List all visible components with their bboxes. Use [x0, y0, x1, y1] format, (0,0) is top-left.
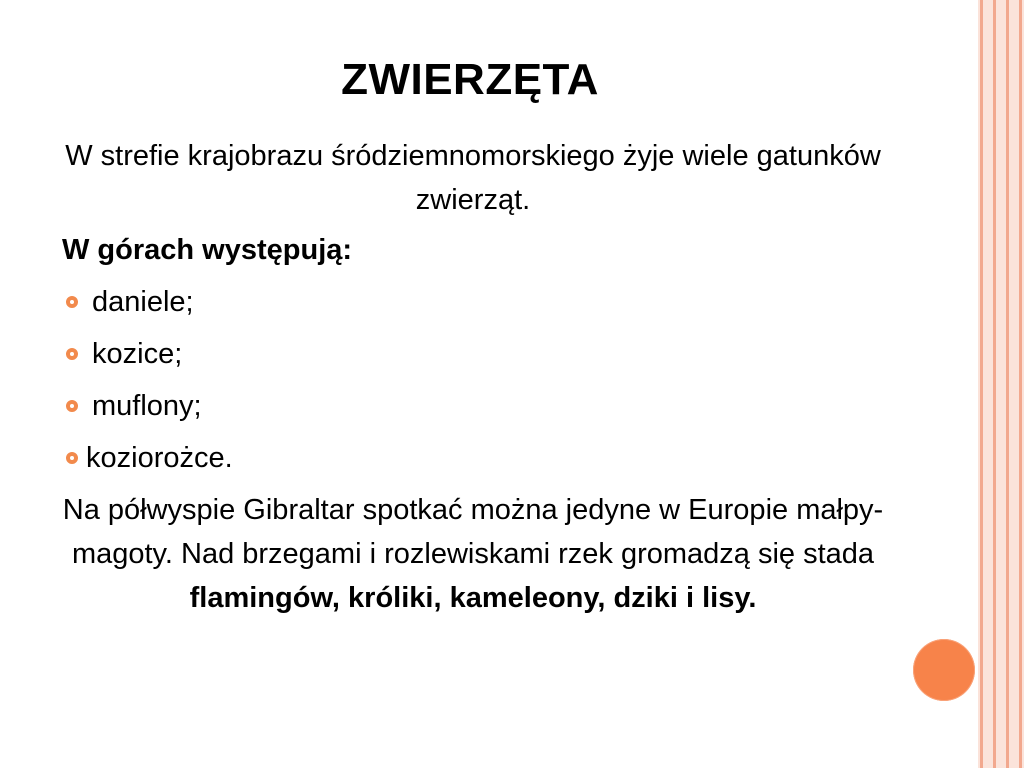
right-stripe-line: [1019, 0, 1022, 768]
list-item: [58, 384, 888, 428]
list-item: [58, 332, 888, 376]
right-stripe-background: [978, 0, 1024, 768]
right-stripe-line: [980, 0, 983, 768]
list-item-text: kozice;: [92, 338, 183, 370]
slide-title: ZWIERZĘTA: [341, 55, 599, 104]
mountain-animals-list: [58, 280, 888, 480]
ring-bullet-icon: [66, 400, 78, 412]
outro-paragraph: [58, 488, 888, 620]
outro-text: Na półwyspie Gibraltar spotkać można jedyne w Europie małpy-magoty. Nad brzegami i rozlewiskami rzek gromadzą się stada: [62, 494, 884, 570]
orange-circle-icon: [913, 639, 975, 701]
list-item: [58, 436, 888, 480]
list-item-text: muflony;: [92, 390, 202, 422]
list-item-text: daniele;: [92, 286, 194, 318]
mountains-heading: W górach występują:: [62, 234, 353, 266]
list-item-text: koziorożce.: [86, 442, 233, 474]
outro-bold-text: flamingów, króliki, kameleony, dziki i lisy.: [189, 582, 757, 614]
right-stripe-line: [993, 0, 996, 768]
intro-paragraph: W strefie krajobrazu śródziemnomorskiego żyje wiele gatunków zwierząt.: [65, 140, 881, 216]
right-stripe-line: [1006, 0, 1009, 768]
ring-bullet-icon: [66, 296, 78, 308]
slide-body: [58, 134, 888, 620]
ring-bullet-icon: [66, 348, 78, 360]
ring-bullet-icon: [66, 452, 78, 464]
list-item: [58, 280, 888, 324]
